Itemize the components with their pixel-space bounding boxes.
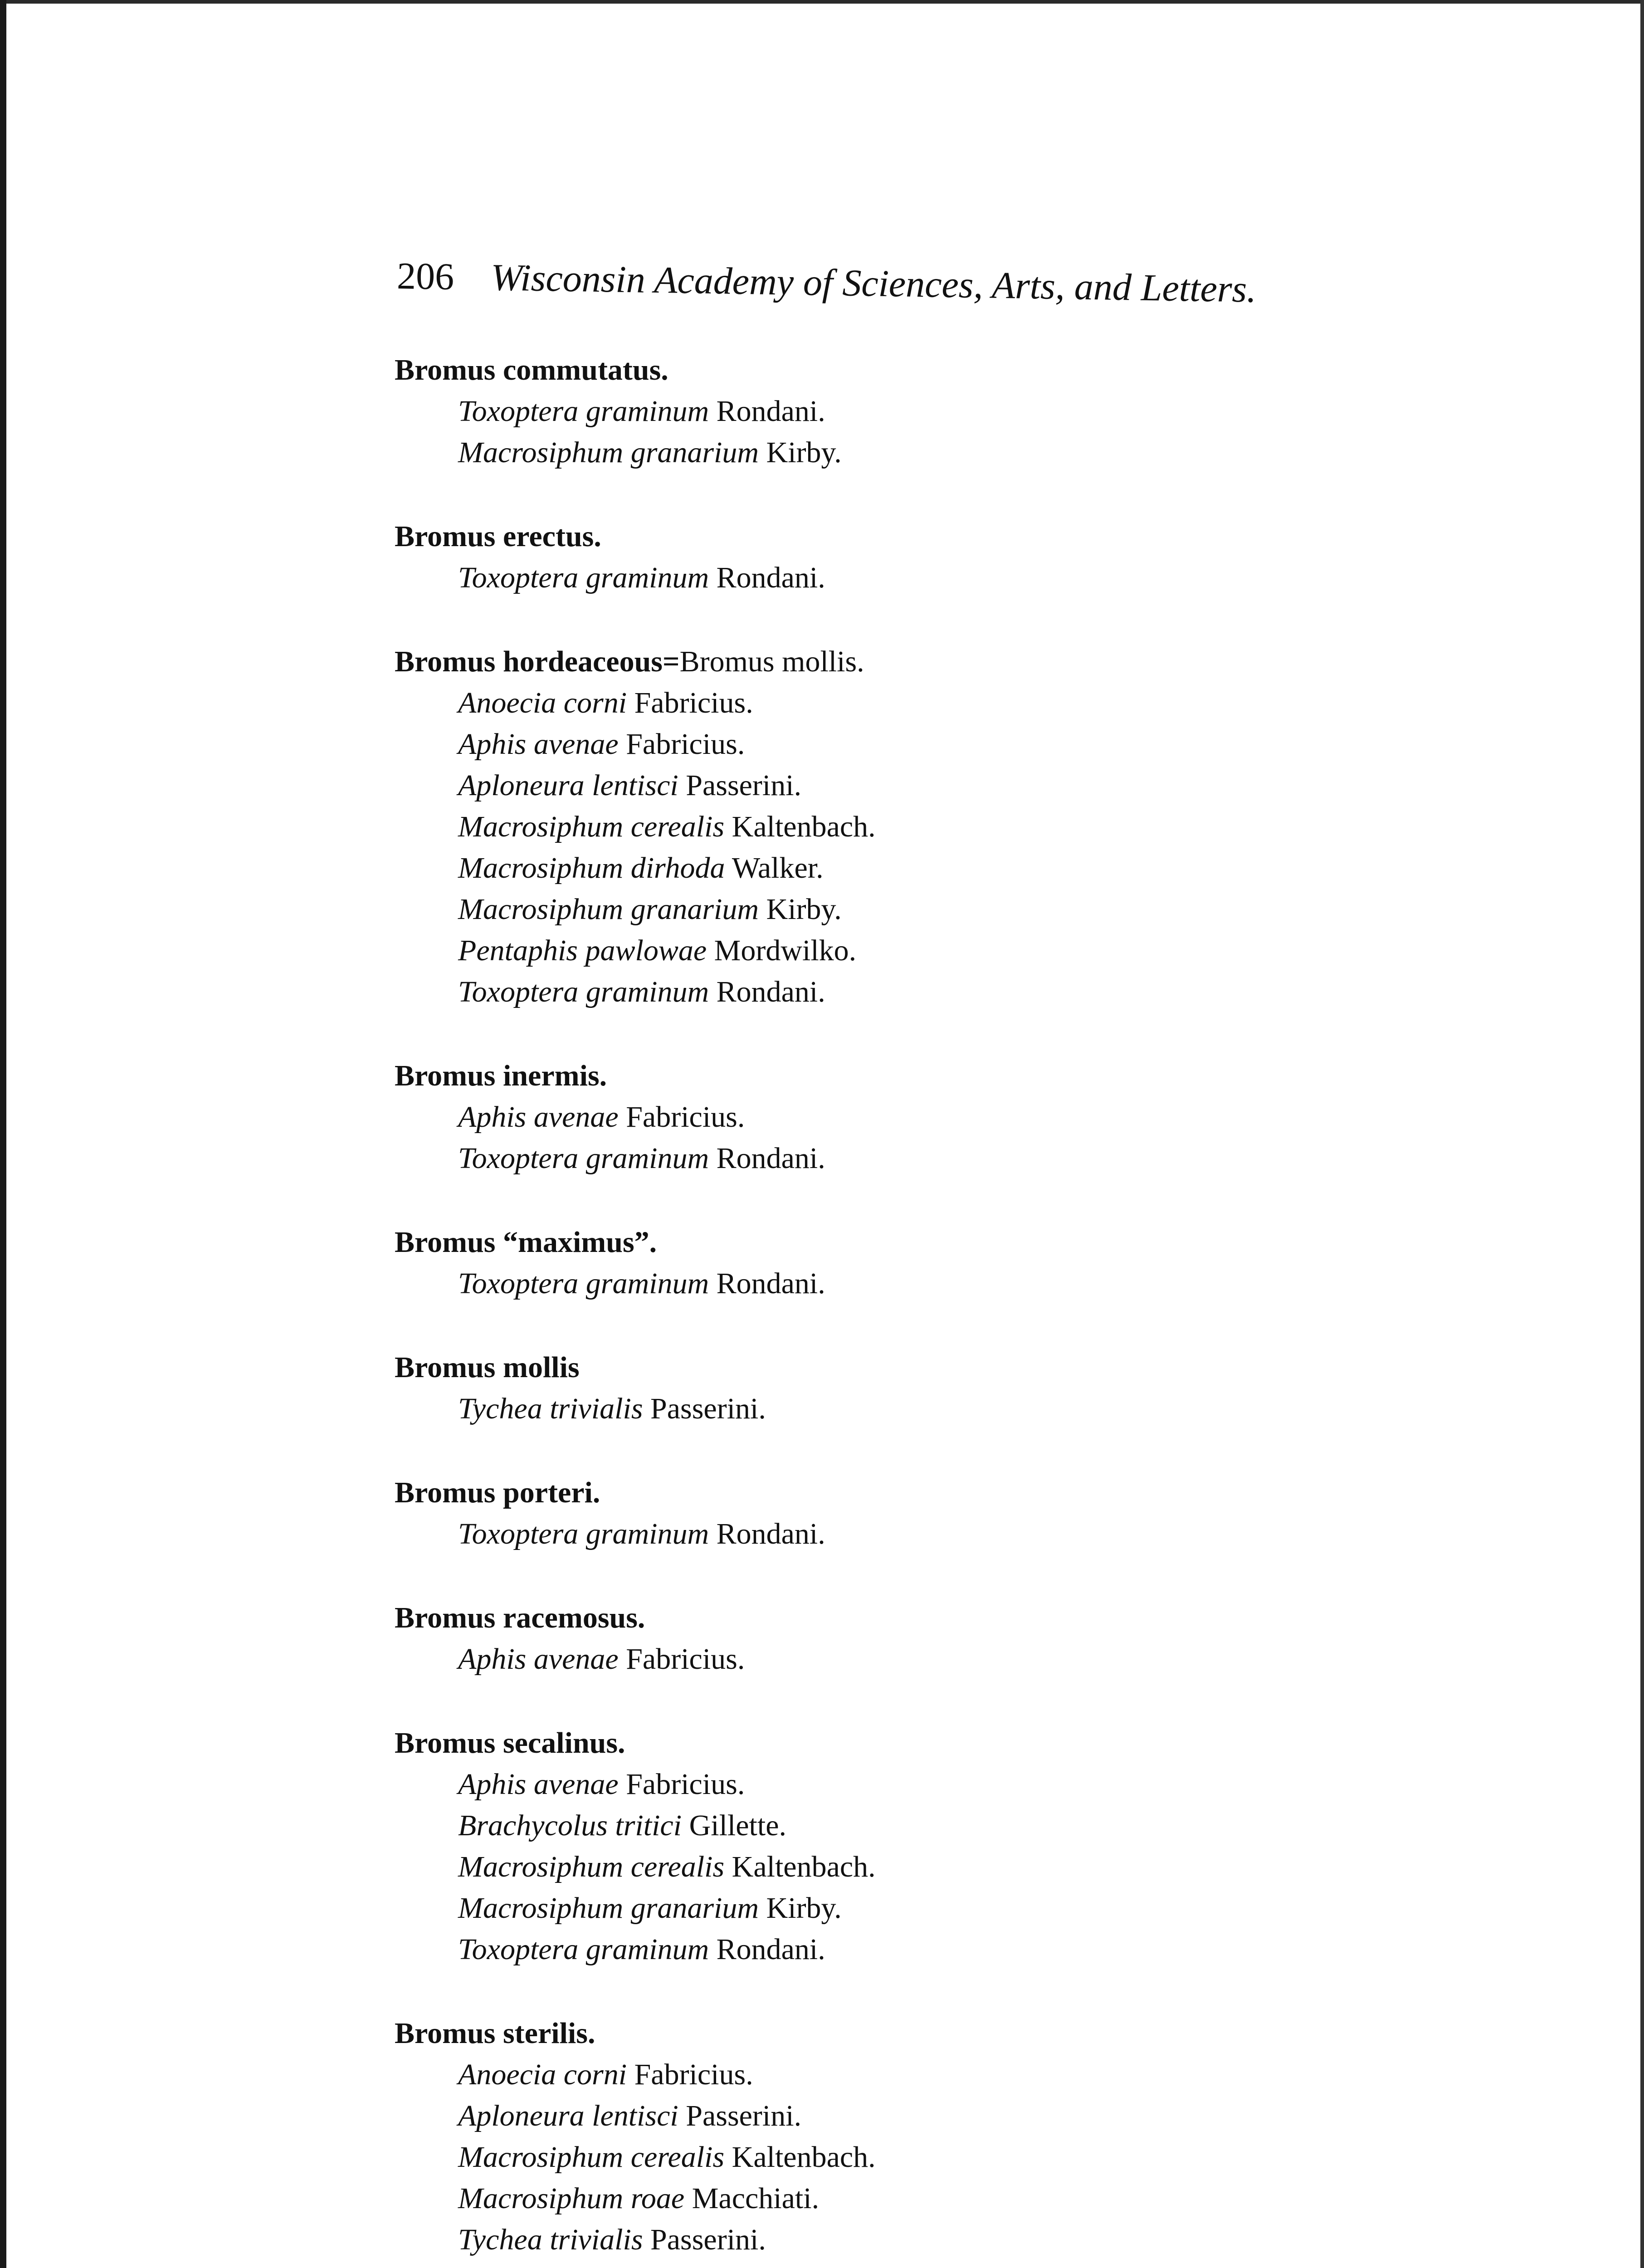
- aphid-authority: Rondani.: [716, 395, 825, 428]
- aphid-authority: Fabricius.: [634, 2058, 753, 2091]
- host-entry: [395, 1722, 1483, 1970]
- aphid-species: [395, 847, 1483, 889]
- aphid-authority: Passerini.: [650, 1392, 766, 1425]
- host-entry: [395, 641, 1483, 1012]
- page-number: 206: [396, 255, 454, 298]
- aphid-species: [395, 1263, 1483, 1304]
- aphid-binomial: Toxoptera graminum: [458, 1142, 709, 1175]
- running-head: [396, 254, 1440, 325]
- host-plant-heading: [395, 1222, 1483, 1263]
- aphid-authority: Rondani.: [716, 975, 825, 1008]
- host-plant-name: Bromus erectus.: [395, 520, 601, 553]
- aphid-species: [395, 682, 1483, 723]
- host-plant-name: Bromus racemosus.: [395, 1601, 645, 1634]
- host-plant-name: Bromus porteri.: [395, 1476, 600, 1509]
- host-plant-heading: [395, 641, 1483, 682]
- aphid-binomial: Toxoptera graminum: [458, 1267, 709, 1300]
- aphid-species: [395, 2178, 1483, 2219]
- aphid-authority: Rondani.: [716, 1933, 825, 1966]
- aphid-binomial: Toxoptera graminum: [458, 975, 709, 1008]
- aphid-species: [395, 391, 1483, 432]
- aphid-species: [395, 432, 1483, 473]
- aphid-binomial: Macrosiphum cerealis: [458, 2141, 725, 2174]
- aphid-binomial: Aploneura lentisci: [458, 2099, 678, 2132]
- aphid-binomial: Anoecia corni: [458, 2058, 627, 2091]
- aphid-species: [395, 2054, 1483, 2095]
- aphid-authority: Passerini.: [650, 2223, 766, 2256]
- aphid-authority: Kirby.: [766, 1892, 842, 1925]
- aphid-authority: Rondani.: [716, 1517, 825, 1550]
- aphid-authority: Fabricius.: [626, 1642, 745, 1676]
- aphid-binomial: Toxoptera graminum: [458, 1517, 709, 1550]
- aphid-binomial: Macrosiphum roae: [458, 2182, 685, 2215]
- aphid-binomial: Macrosiphum cerealis: [458, 810, 725, 843]
- aphid-species: [395, 1138, 1483, 1179]
- aphid-species: [395, 889, 1483, 930]
- host-entry: [395, 1347, 1483, 1429]
- aphid-binomial: Aploneura lentisci: [458, 769, 678, 802]
- aphid-authority: Passerini.: [686, 769, 802, 802]
- aphid-binomial: Macrosiphum granarium: [458, 436, 759, 469]
- host-entry: [395, 349, 1483, 473]
- host-plant-name: Bromus “maximus”.: [395, 1226, 657, 1259]
- aphid-binomial: Macrosiphum cerealis: [458, 1850, 725, 1883]
- aphid-binomial: Aphis avenae: [458, 1768, 619, 1801]
- aphid-species: [395, 1887, 1483, 1929]
- host-entry: [395, 1472, 1483, 1554]
- host-plant-heading: [395, 516, 1483, 557]
- aphid-binomial: Aphis avenae: [458, 1642, 619, 1676]
- host-plant-synonym: Bromus mollis.: [679, 645, 864, 678]
- aphid-authority: Kaltenbach.: [732, 1850, 876, 1883]
- aphid-species: [395, 557, 1483, 598]
- host-entry: [395, 2013, 1483, 2260]
- aphid-species: [395, 1388, 1483, 1429]
- aphid-authority: Fabricius.: [626, 1100, 745, 1134]
- aphid-species: [395, 2095, 1483, 2136]
- aphid-binomial: Anoecia corni: [458, 686, 627, 719]
- aphid-authority: Macchiati.: [692, 2182, 820, 2215]
- aphid-authority: Rondani.: [716, 561, 825, 594]
- host-entry: [395, 1597, 1483, 1680]
- aphid-binomial: Macrosiphum granarium: [458, 1892, 759, 1925]
- aphid-authority: Fabricius.: [626, 1768, 745, 1801]
- host-plant-heading: [395, 2013, 1483, 2054]
- aphid-species: [395, 2136, 1483, 2178]
- host-plant-heading: [395, 1722, 1483, 1764]
- aphid-binomial: Macrosiphum dirhoda: [458, 851, 725, 885]
- aphid-species: [395, 806, 1483, 847]
- aphid-authority: Passerini.: [686, 2099, 802, 2132]
- aphid-species: [395, 1096, 1483, 1138]
- aphid-binomial: Tychea trivialis: [458, 1392, 643, 1425]
- aphid-species: [395, 1764, 1483, 1805]
- aphid-authority: Kirby.: [766, 893, 842, 926]
- aphid-species: [395, 765, 1483, 806]
- host-entry: [395, 516, 1483, 598]
- host-entry: [395, 1055, 1483, 1179]
- aphid-authority: Fabricius.: [626, 728, 745, 761]
- aphid-species: [395, 930, 1483, 971]
- aphid-authority: Kaltenbach.: [732, 810, 876, 843]
- host-entry: [395, 1222, 1483, 1304]
- aphid-binomial: Macrosiphum granarium: [458, 893, 759, 926]
- host-plant-name: Bromus sterilis.: [395, 2017, 595, 2050]
- scan-border-top: [0, 0, 1644, 4]
- host-plant-name: Bromus commutatus.: [395, 353, 668, 386]
- host-plant-heading: [395, 1055, 1483, 1096]
- host-plant-name: Bromus hordeaceous=: [395, 645, 680, 678]
- aphid-binomial: Toxoptera graminum: [458, 395, 709, 428]
- aphid-species: [395, 1513, 1483, 1554]
- aphid-binomial: Toxoptera graminum: [458, 561, 709, 594]
- aphid-authority: Mordwilko.: [714, 934, 857, 967]
- aphid-authority: Fabricius.: [634, 686, 753, 719]
- aphid-species: [395, 971, 1483, 1012]
- aphid-binomial: Brachycolus tritici: [458, 1809, 682, 1842]
- aphid-binomial: Pentaphis pawlowae: [458, 934, 707, 967]
- host-plant-name: Bromus mollis: [395, 1351, 580, 1384]
- journal-title: Wisconsin Academy of Sciences, Arts, and Letters.: [490, 256, 1257, 311]
- aphid-species: [395, 1805, 1483, 1846]
- aphid-binomial: Tychea trivialis: [458, 2223, 643, 2256]
- aphid-species: [395, 1638, 1483, 1680]
- aphid-species: [395, 1846, 1483, 1887]
- host-plant-heading: [395, 349, 1483, 391]
- scan-border-right: [1640, 0, 1644, 2268]
- aphid-authority: Rondani.: [716, 1142, 825, 1175]
- aphid-authority: Rondani.: [716, 1267, 825, 1300]
- aphid-binomial: Aphis avenae: [458, 1100, 619, 1134]
- aphid-authority: Kirby.: [766, 436, 842, 469]
- aphid-authority: Walker.: [732, 851, 824, 885]
- host-plant-list: [395, 349, 1483, 2268]
- host-plant-name: Bromus inermis.: [395, 1059, 607, 1092]
- host-plant-heading: [395, 1597, 1483, 1638]
- host-plant-heading: [395, 1347, 1483, 1388]
- aphid-binomial: Aphis avenae: [458, 728, 619, 761]
- aphid-authority: Gillette.: [689, 1809, 787, 1842]
- aphid-species: [395, 723, 1483, 765]
- scan-border-left: [0, 0, 6, 2268]
- aphid-species: [395, 2219, 1483, 2260]
- aphid-species: [395, 1929, 1483, 1970]
- host-plant-name: Bromus secalinus.: [395, 1726, 625, 1760]
- aphid-authority: Kaltenbach.: [732, 2141, 876, 2174]
- host-plant-heading: [395, 1472, 1483, 1513]
- aphid-binomial: Toxoptera graminum: [458, 1933, 709, 1966]
